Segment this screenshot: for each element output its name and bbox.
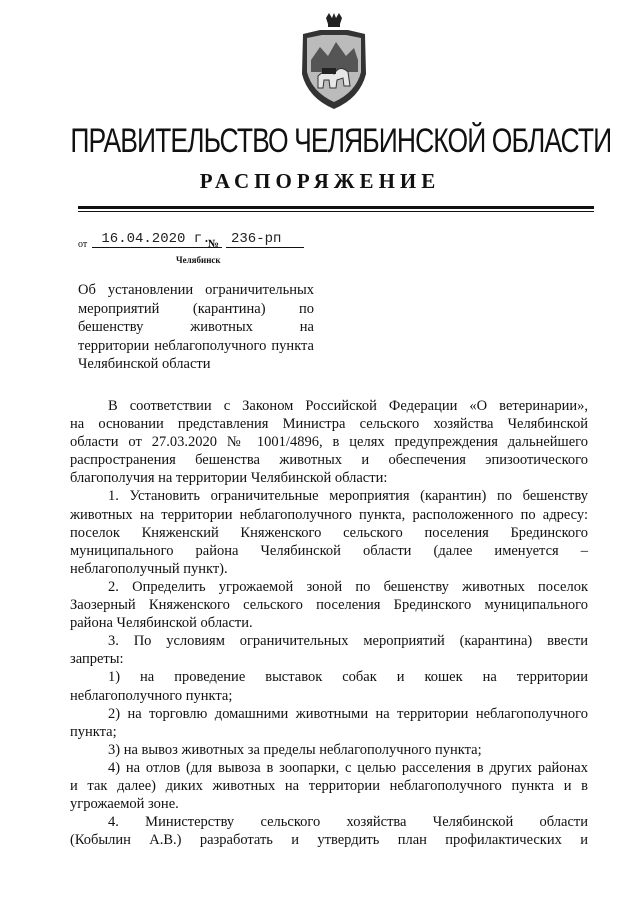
subject-line: Об установлении ограничительных — [78, 282, 314, 298]
body-line: неблагополучный пункт). — [70, 560, 228, 577]
body-line: животных на территории неблагополучного пункта, расположенного по адресу: — [70, 506, 588, 523]
body-line: 1) на проведение выставок собак и кошек на территории — [108, 669, 588, 686]
body-line: на основании представления Министра сельского хозяйства Челябинской — [70, 416, 588, 433]
body-line: поселок Княженский Княженского сельского поселения Брединского — [70, 524, 588, 541]
body-line: 2. Определить угрожаемой зоной по бешенству животных поселок — [108, 578, 588, 595]
document-type: РАСПОРЯЖЕНИЕ — [199, 169, 441, 193]
body-line: области от 27.03.2020 № 1001/4896, в целях предупреждения дальнейшего — [70, 434, 588, 451]
date-underline — [92, 247, 222, 248]
body-line: Заозерный Княженского сельского поселения Брединского муниципального — [70, 597, 588, 614]
body-line: распространения бешенства животных и обеспечения эпизоотического — [70, 452, 588, 469]
body-line: пункта; — [70, 723, 117, 740]
body-line: благополучия на территории Челябинской области: — [70, 470, 388, 487]
body-line: 3) на вывоз животных за пределы неблагополучного пункта; — [108, 741, 482, 758]
body-line: 1. Установить ограничительные мероприятия (карантин) по бешенству — [108, 488, 588, 505]
date-prefix: от — [78, 239, 88, 250]
header-rule-thin — [78, 211, 594, 212]
body-line: угрожаемой зоне. — [70, 796, 179, 813]
document-subject — [78, 281, 314, 374]
body-line: неблагополучного пункта; — [70, 687, 233, 704]
number-prefix: № — [208, 238, 220, 250]
body-line: и так далее) диких животных на территории неблагополучного пункта и в — [70, 777, 588, 794]
body-line: 3. По условиям ограничительных мероприятий (карантина) ввести — [108, 633, 588, 650]
body-line: 2) на торговлю домашними животными на территории неблагополучного — [108, 705, 588, 722]
government-title: ПРАВИТЕЛЬСТВО ЧЕЛЯБИНСКОЙ ОБЛАСТИ — [70, 122, 612, 160]
header-rule-thick — [78, 206, 594, 209]
body-line: муниципального района Челябинской области (далее именуется – — [70, 542, 588, 559]
document-number: 236-рп — [231, 231, 282, 247]
body-line: запреты: — [70, 651, 124, 668]
subject-line: территории неблагополучного пункта — [78, 337, 314, 354]
body-line: В соответствии с Законом Российской Федерации «О ветеринарии», — [108, 398, 588, 414]
document-city: Челябинск — [176, 255, 221, 265]
body-line: 4. Министерству сельского хозяйства Челябинской области — [108, 814, 588, 831]
body-line: района Челябинской области. — [70, 615, 253, 632]
subject-line: Челябинской области — [78, 356, 211, 372]
number-underline — [226, 247, 304, 248]
document-date: 16.04.2020 г. — [101, 231, 211, 247]
document-body — [70, 397, 588, 849]
coat-of-arms-icon — [298, 12, 370, 112]
subject-line: бешенству животных на — [78, 319, 314, 335]
subject-line: мероприятий (карантина) по — [78, 300, 314, 317]
body-line: (Кобылин А.В.) разработать и утвердить план профилактических и — [70, 832, 588, 849]
body-line: 4) на отлов (для вывоза в зоопарки, с целью расселения в других районах — [108, 759, 588, 776]
